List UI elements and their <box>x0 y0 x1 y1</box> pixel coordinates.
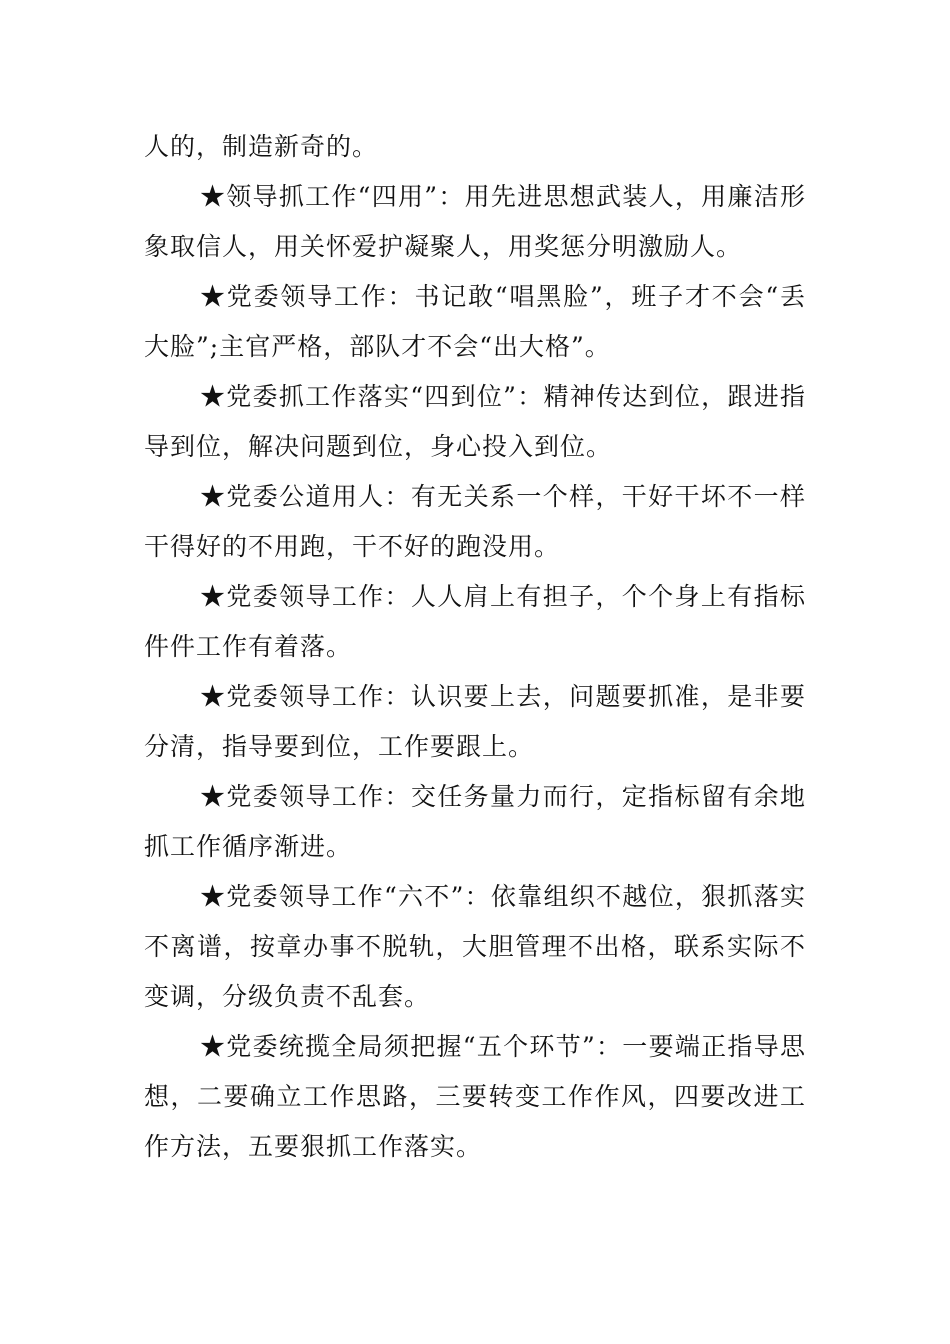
paragraph-item: ★党委领导工作：人人肩上有担子，个个身上有指标件件工作有着落。 <box>144 582 806 661</box>
paragraph-item: ★党委领导工作：交任务量力而行，定指标留有余地抓工作循序渐进。 <box>144 782 806 861</box>
paragraph-item: ★党委统揽全局须把握“五个环节”：一要端正指导思想，二要确立工作思路，三要转变工作作风，四要改进工作方法，五要狠抓工作落实。 <box>144 1032 806 1161</box>
paragraph-item: ★党委领导工作：认识要上去，问题要抓准，是非要分清，指导要到位，工作要跟上。 <box>144 682 806 761</box>
paragraph-item: ★党委抓工作落实“四到位”：精神传达到位，跟进指导到位，解决问题到位，身心投入到位。 <box>144 382 806 461</box>
paragraph-item: ★党委领导工作：书记敢“唱黑脸”，班子才不会“丢大脸”;主官严格，部队才不会“出大格”。 <box>144 282 806 361</box>
document-body <box>144 122 806 1172</box>
paragraph-item: ★党委领导工作“六不”：依靠组织不越位，狠抓落实不离谱，按章办事不脱轨，大胆管理不出格，联系实际不变调，分级负责不乱套。 <box>144 882 806 1011</box>
paragraph-item: ★党委公道用人：有无关系一个样，干好干坏不一样干得好的不用跑，干不好的跑没用。 <box>144 482 806 561</box>
paragraph-continuation: 人的，制造新奇的。 <box>144 132 379 161</box>
paragraph-item: ★领导抓工作“四用”：用先进思想武装人，用廉洁形象取信人，用关怀爱护凝聚人，用奖惩分明激励人。 <box>144 182 806 261</box>
